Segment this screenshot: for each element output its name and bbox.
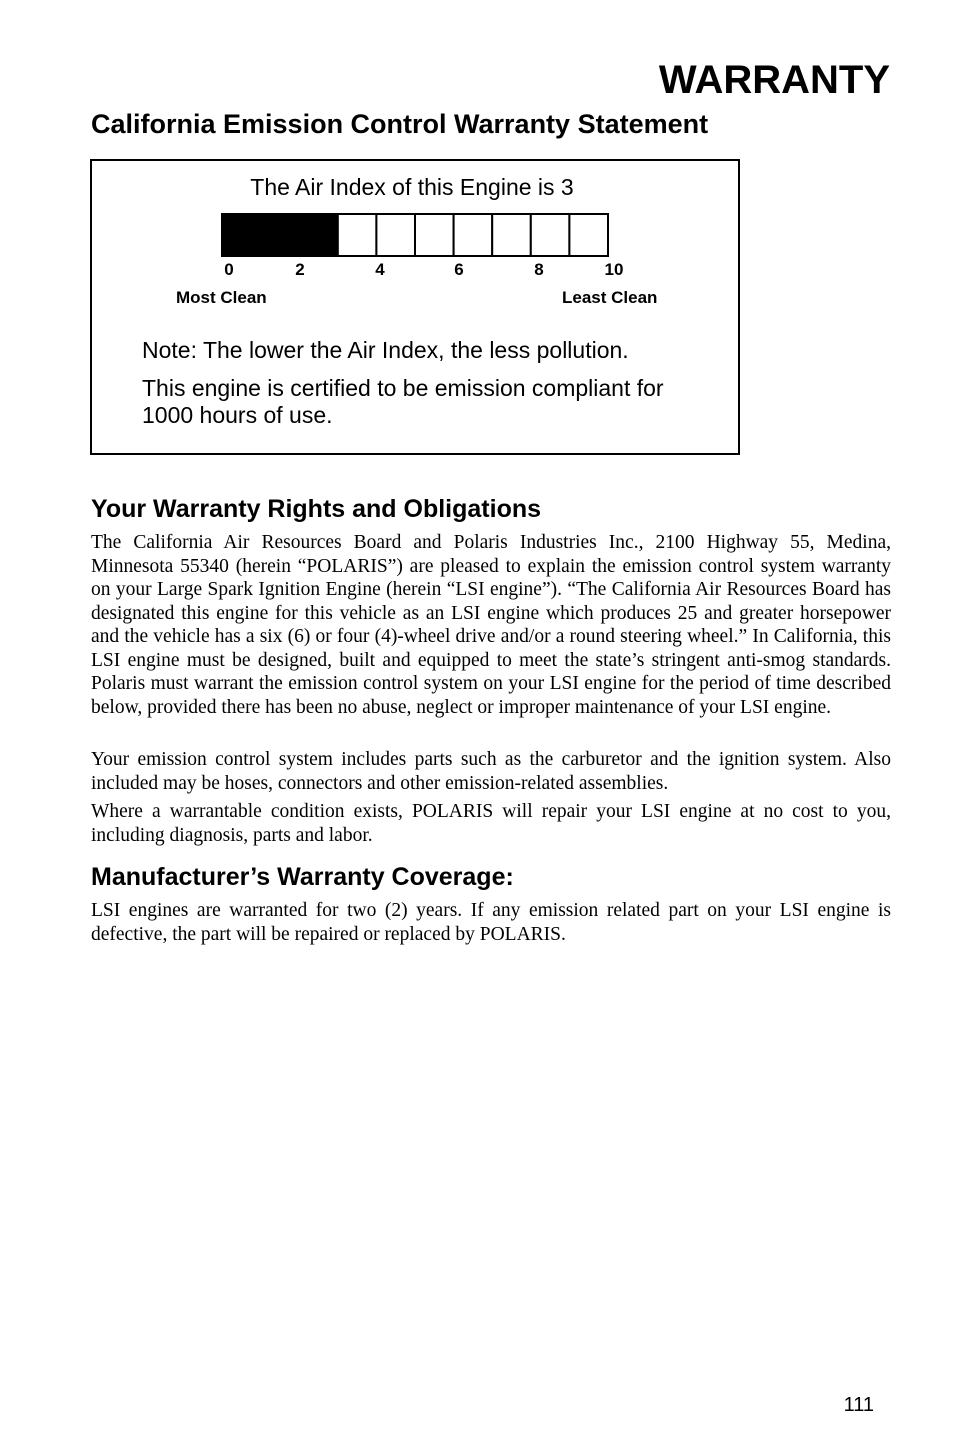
meter-cell-10 (569, 214, 608, 256)
least-clean-label: Least Clean (562, 288, 658, 307)
scale-tick-0: 0 (224, 260, 234, 279)
meter-cell-5 (376, 214, 415, 256)
air-index-title: The Air Index of this Engine is 3 (250, 174, 574, 200)
rights-heading: Your Warranty Rights and Obligations (91, 495, 542, 523)
meter-cell-7 (454, 214, 493, 256)
rights-paragraph-3: Where a warrantable condition exists, POLARIS will repair your LSI engine at no cost to you, including diagnosis, parts and labor. (91, 801, 891, 846)
scale-tick-6: 6 (454, 260, 464, 279)
meter-cell-3 (299, 214, 338, 256)
most-clean-label: Most Clean (176, 288, 267, 307)
scale-tick-8: 8 (534, 260, 544, 279)
meter-cell-4 (338, 214, 377, 256)
meter-cell-6 (415, 214, 454, 256)
rights-paragraph-2: Your emission control system includes parts such as the carburetor and the ignition system. Also included may be hoses, connectors and other emission-related assemblies. (91, 749, 891, 794)
page-header: WARRANTY (658, 58, 890, 102)
rights-paragraph-1: The California Air Resources Board and Polaris Industries Inc., 2100 Highway 55, Medina, Minnesota 55340 (herein “POLARIS”) are pleased to explain the emission control system warranty on your Large Spark Ignition Engine (herein “LSI engine”). “The California Air Resources Board has designated this engine for this vehicle as an LSI engine which produces 25 and greater horsepower and the vehicle has a six (6) or four (4)-wheel drive and/or a round steering wheel.” In California, this LSI engine must be designed, built and equipped to meet the state’s stringent anti-smog standards. Polaris must warrant the emission control system on your LSI engine for the period of time described below, provided there has been no abuse, neglect or improper maintenance of your LSI engine. (91, 532, 891, 718)
air-index-meter (221, 213, 611, 259)
certification-text: This engine is certified to be emission compliant for 1000 hours of use. (142, 375, 664, 428)
air-index-note: Note: The lower the Air Index, the less pollution. (142, 337, 629, 363)
meter-cell-9 (531, 214, 570, 256)
coverage-heading: Manufacturer’s Warranty Coverage: (91, 863, 514, 891)
meter-cell-8 (492, 214, 531, 256)
meter-cell-2 (261, 214, 300, 256)
air-index-box (90, 159, 740, 455)
page-number: 111 (843, 1394, 874, 1416)
coverage-paragraph: LSI engines are warranted for two (2) years. If any emission related part on your LSI engine is defective, the part will be repaired or replaced by POLARIS. (91, 900, 891, 945)
scale-tick-4: 4 (375, 260, 385, 279)
section-title: California Emission Control Warranty Statement (91, 109, 709, 139)
meter-cell-1 (222, 214, 261, 256)
scale-tick-2: 2 (295, 260, 305, 279)
scale-tick-10: 10 (604, 260, 624, 279)
